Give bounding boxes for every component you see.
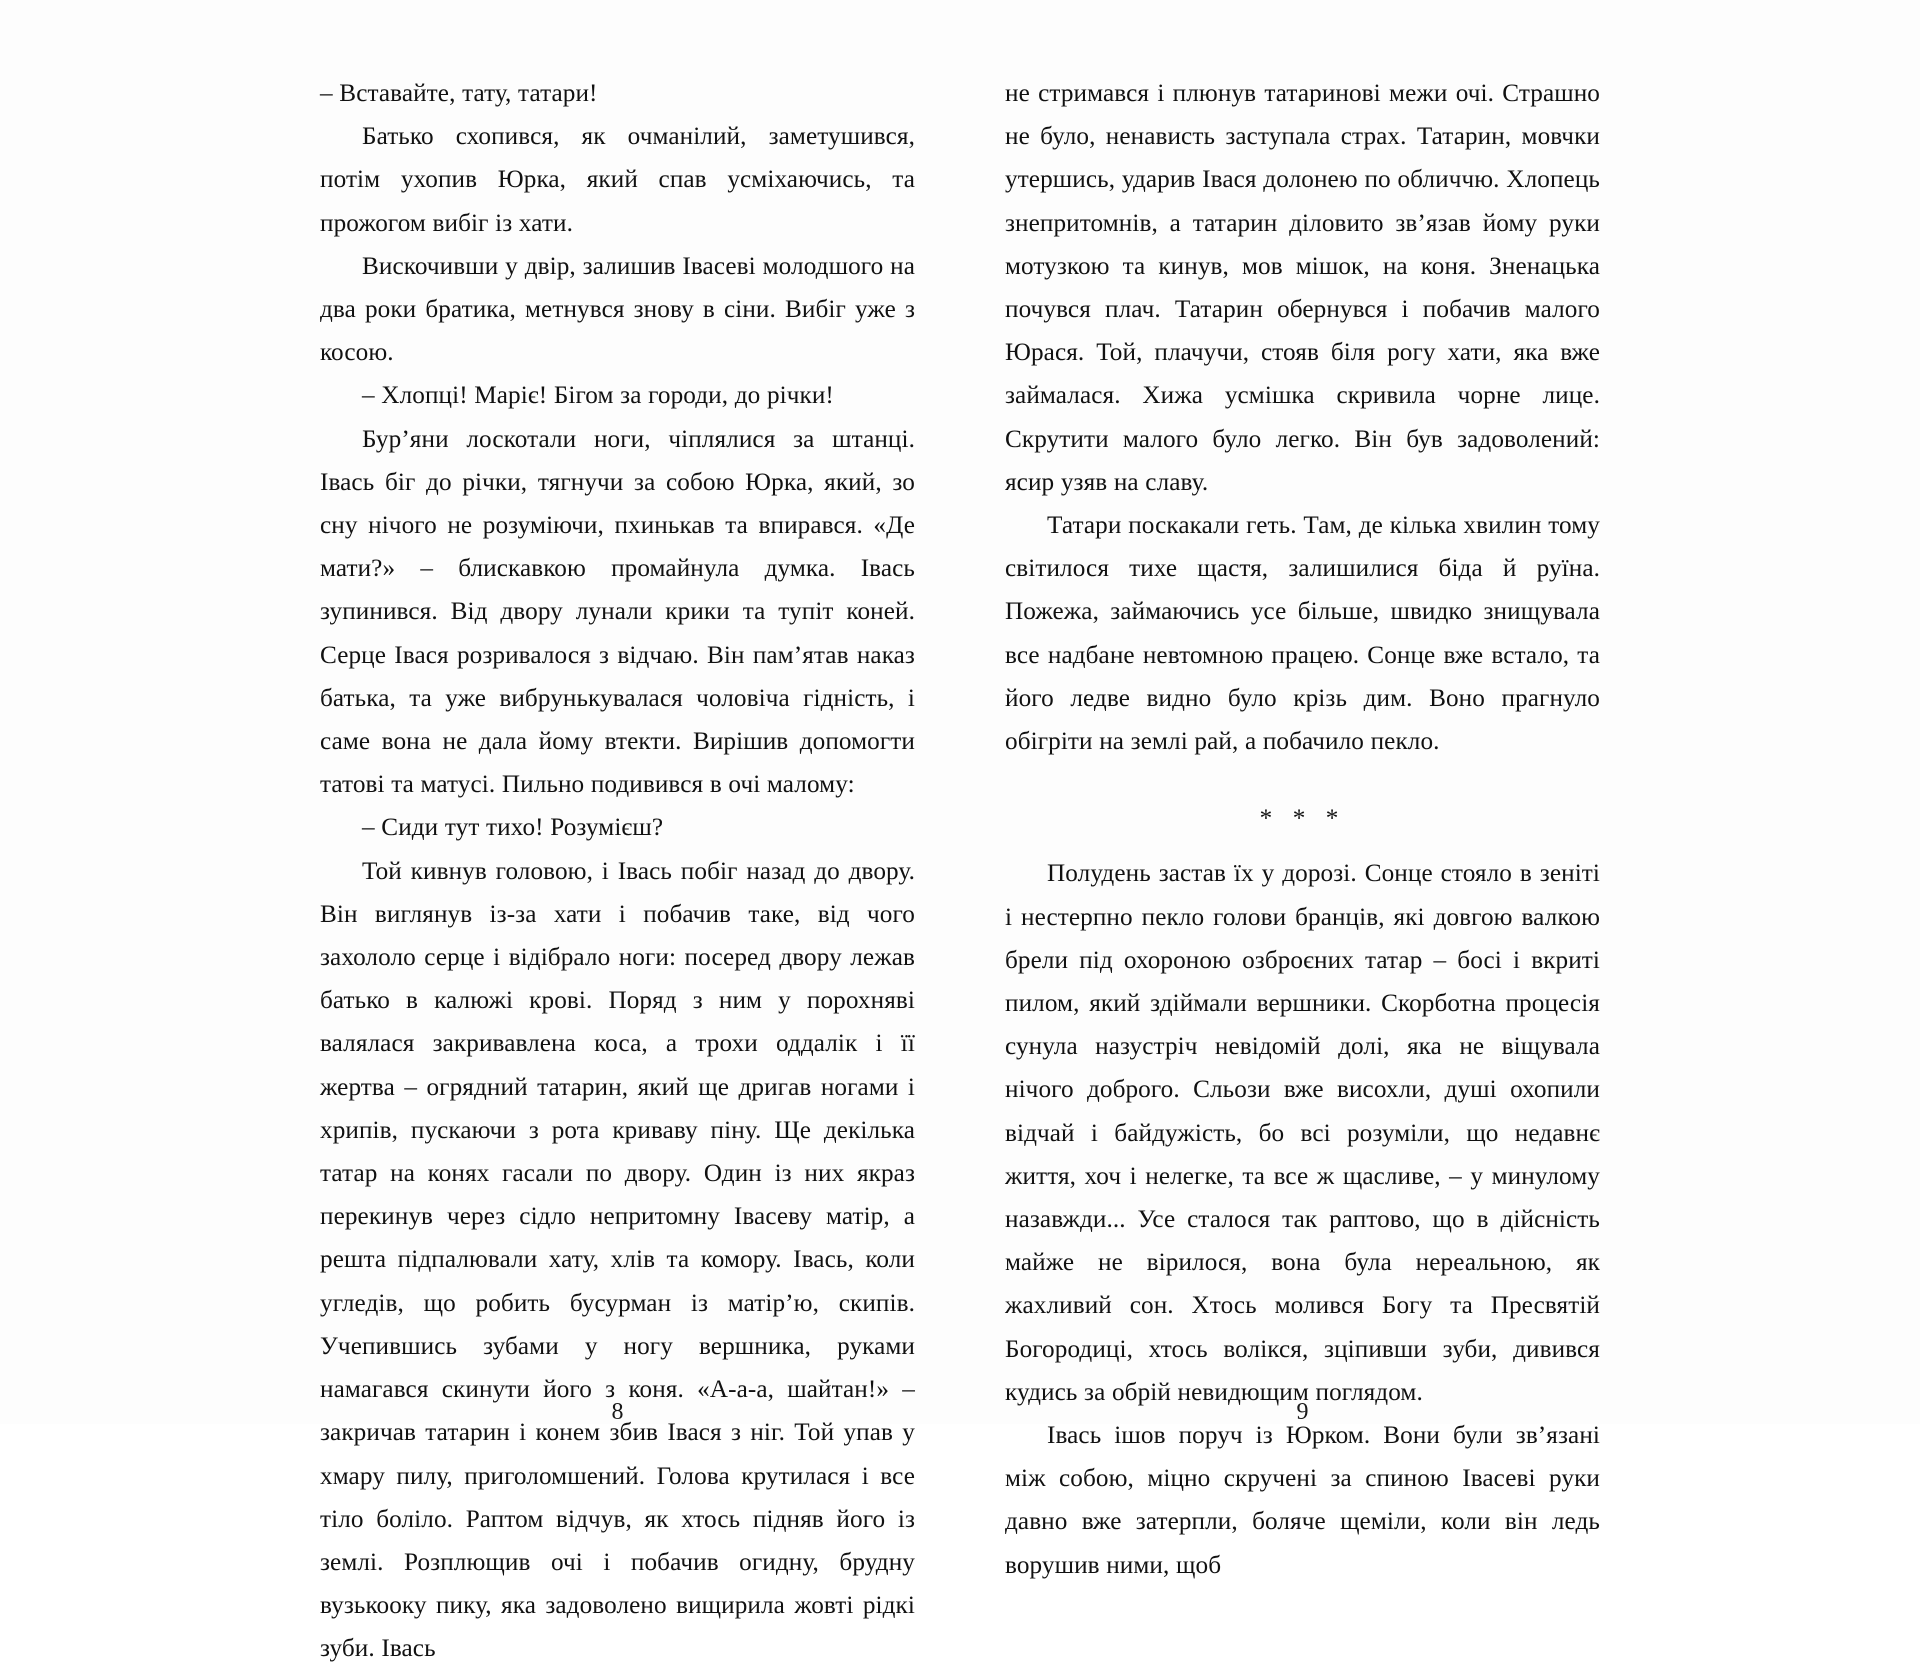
page-right	[960, 72, 1740, 1579]
paragraph: не стримався і плюнув татаринові межи очі. Страшно не було, ненависть заступала страх. Татарин, мовчки утершись, ударив Івася долонею по обличчю. Хлопець знепритомнів, а татарин діловито зв’язав йому руки мотузкою та кинув, мов мішок, на коня. Зненацька почувся плач. Татарин обернувся і побачив малого Юрася. Той, плачучи, стояв біля рогу хати, яка вже займалася. Хижа усмішка скривила чорне лице. Скрутити малого було легко. Він був задоволений: ясир узяв на славу.	[1005, 80, 1600, 496]
right-page-body	[1005, 72, 1600, 1587]
paragraph: Бур’яни лоскотали ноги, чіплялися за штанці. Івась біг до річки, тягнучи за собою Юрка, який, зо сну нічого не розуміючи, пхинькав та впирався. «Де мати?» – блискавкою промайнула думка. Івась зупинився. Від двору лунали крики та тупіт коней. Серце Івася розривалося з відчаю. Він пам’ятав наказ батька, та уже вибрунькувалася чоловіча гідність, і саме вона не дала йому втекти. Вирішив допомогти татові та матусі. Пильно подивився в очі малому:	[320, 425, 915, 799]
paragraph: Татари поскакали геть. Там, де кілька хвилин тому світилося тихе щастя, залишилися біда й руїна. Пожежа, займаючись усе більше, швидко знищувала все надбане невтомною працею. Сонце вже встало, та його ледве видно було крізь дим. Воно прагнуло обігріти на землі рай, а побачило пекло.	[1005, 512, 1600, 756]
left-page-body	[320, 72, 915, 1671]
paragraph: Той кивнув головою, і Івась побіг назад до двору. Він виглянув із-за хати і побачив таке, від чого захололо серце і відібрало ноги: посеред двору лежав батько в калюжі крові. Поряд з ним у порохняві валялася закривавлена коса, а трохи оддалік і її жертва – огрядний татарин, який ще дригав ногами і хрипів, пускаючи з рота криваву піну. Ще декілька татар на конях гасали по двору. Один із них якраз перекинув через сідло непритомну Івасеву матір, а решта підпалювали хату, хлів та комору. Івась, коли угледів, що робить бусурман із матір’ю, скипів. Учепившись зубами у ногу вершника, руками намагався скинути його з коня. «А-а-а, шайтан!» – закричав татарин і конем збив Івася з ніг. Той упав у хмару пилу, приголомшений. Голова крутилася і все тіло боліло. Раптом відчув, як хтось підняв його із землі. Розплющив очі і побачив огидну, брудну вузькооку пику, яка задоволено вищирила жовті рідкі зуби. Івась	[320, 857, 915, 1663]
paragraph: Івась ішов поруч із Юрком. Вони були зв’язані між собою, міцно скручені за спиною Івасеві руки давно вже затерпли, боляче щеміли, коли він ледь ворушив ними, щоб	[1005, 1422, 1600, 1579]
paragraph: Батько схопився, як очманілий, заметушився, потім ухопив Юрка, який спав усміхаючись, та прожогом вибіг із хати.	[320, 123, 915, 237]
section-break-ornament: * * *	[1259, 805, 1346, 833]
paragraph: – Сиди тут тихо! Розумієш?	[362, 814, 664, 842]
paragraph: – Вставайте, тату, татари!	[320, 80, 598, 107]
page-left	[180, 72, 960, 1663]
page-number-left: 8	[611, 1399, 624, 1425]
paragraph: Вискочивши у двір, залишив Івасеві молодшого на два роки братика, метнувся знову в сіни. Вибіг уже з косою.	[320, 252, 915, 367]
paragraph: Полудень застав їх у дорозі. Сонце стояло в зеніті і нестерпно пекло голови бранців, які довгою валкою брели під охороною озброєних татар – босі і вкриті пилом, який здіймали вершники. Скорботна процесія сунула назустріч невідомій долі, яка не віщувала нічого доброго. Сльози вже висохли, душі охопили відчай і байдужість, бо всі розуміли, що недавнє життя, хоч і нелегке, та все ж щасливе, – у минулому назавжди... Усе сталося так раптово, що в дійсність майже не вірилося, вона була нереальною, як жахливий сон. Хтось молився Богу та Пресвятій Богородиці, хтось волікся, зціпивши зуби, дивився кудись за обрій невидющим поглядом.	[1005, 860, 1600, 1406]
paragraph: – Хлопці! Маріє! Бігом за городи, до річки!	[362, 382, 834, 410]
page-number-right: 9	[1296, 1399, 1309, 1425]
